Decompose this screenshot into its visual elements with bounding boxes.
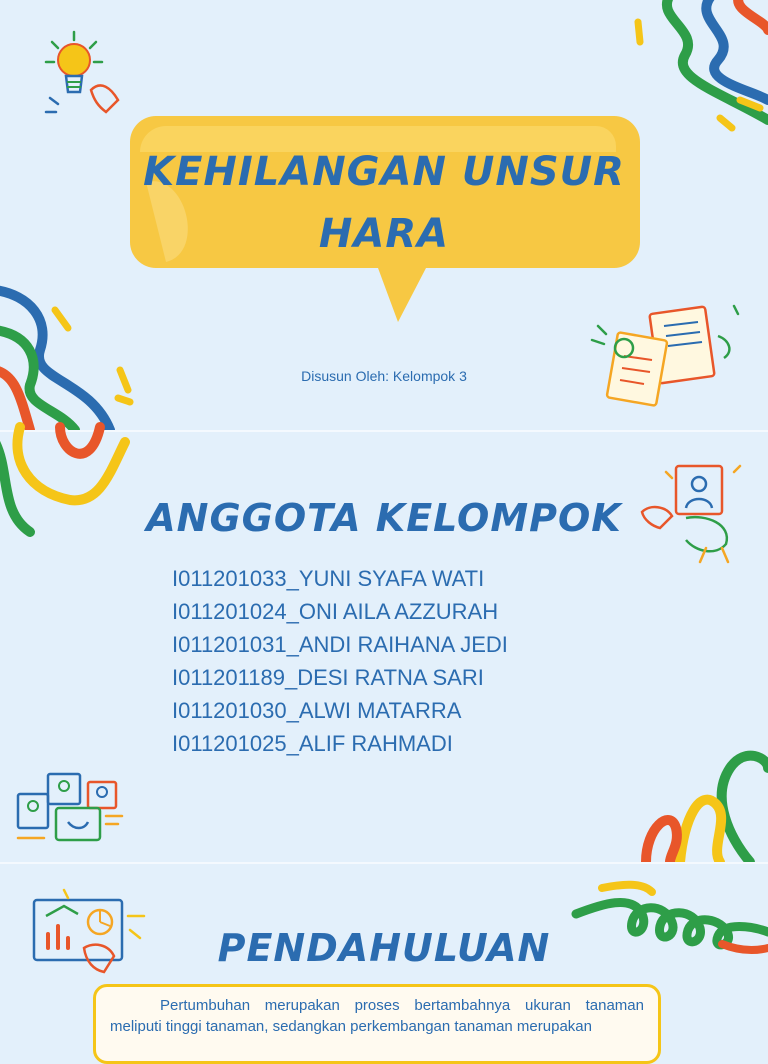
cover-page bbox=[0, 0, 768, 430]
online-meeting-icon bbox=[14, 768, 129, 853]
documents-icon bbox=[584, 296, 744, 411]
list-item: I011201030_ALWI MATARRA bbox=[172, 698, 462, 723]
cover-byline: Disusun Oleh: Kelompok 3 bbox=[301, 368, 467, 384]
list-item: I011201033_YUNI SYAFA WATI bbox=[172, 566, 485, 591]
member-list bbox=[172, 562, 508, 760]
cover-title: KEHILANGAN UNSUR HARA bbox=[143, 149, 625, 257]
members-heading: ANGGOTA KELOMPOK bbox=[146, 496, 622, 540]
members-page bbox=[0, 432, 768, 862]
list-item: I011201189_DESI RATNA SARI bbox=[172, 665, 484, 690]
intro-page bbox=[0, 864, 768, 1035]
list-item: I011201031_ANDI RAIHANA JEDI bbox=[172, 632, 508, 657]
list-item: I011201024_ONI AILA AZZURAH bbox=[172, 599, 499, 624]
intro-heading: PENDAHULUAN bbox=[217, 926, 551, 970]
list-item: I011201025_ALIF RAHMADI bbox=[172, 731, 453, 756]
squiggle-decoration-left bbox=[0, 280, 140, 430]
intro-paragraph: Pertumbuhan merupakan proses bertambahnya ukuran tanaman meliputi tinggi tanaman, sedangkan perkembangan tanaman merupakan bbox=[110, 997, 644, 1035]
squiggle-decoration-bottom-right bbox=[640, 748, 768, 862]
intro-text-box bbox=[93, 984, 661, 1064]
lightbulb-icon bbox=[36, 20, 131, 125]
